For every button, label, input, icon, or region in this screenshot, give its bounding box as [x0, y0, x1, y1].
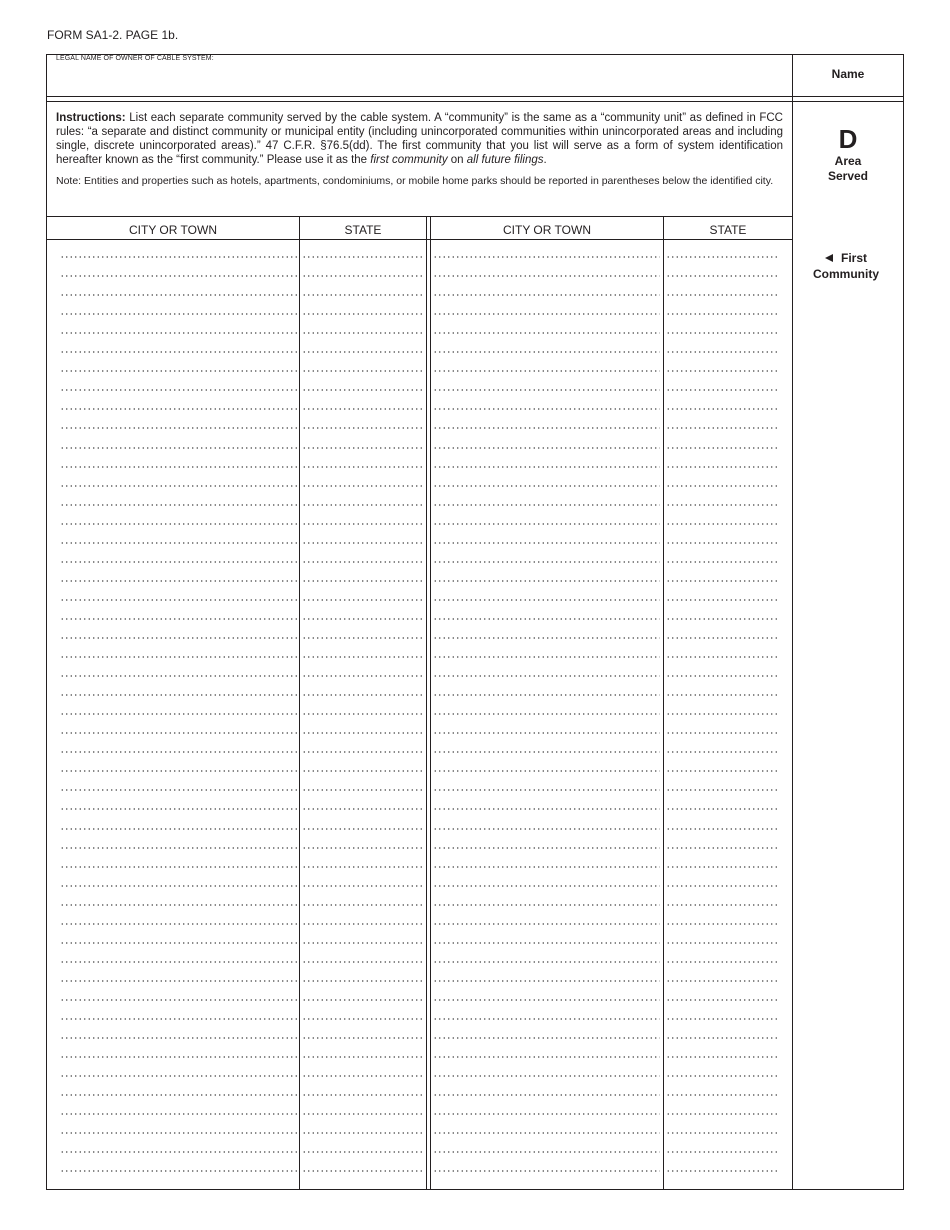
name-label: Name: [831, 67, 865, 81]
row-city-left-field[interactable]: [60, 808, 297, 810]
row-state-right-field[interactable]: [666, 1094, 778, 1096]
row-city-right-field[interactable]: [433, 294, 660, 296]
row-state-right-field[interactable]: [666, 656, 778, 658]
row-city-left-field[interactable]: [60, 694, 297, 696]
instructions-body-2: on: [447, 154, 467, 167]
row-state-right-field[interactable]: [666, 1170, 778, 1172]
row-city-right-field[interactable]: [433, 713, 660, 715]
row-state-right-field[interactable]: [666, 523, 778, 525]
name-block-bottom-rule: [46, 96, 904, 97]
legal-name-field[interactable]: [47, 64, 791, 95]
row-state-right-field[interactable]: [666, 694, 778, 696]
row-city-right-field[interactable]: [433, 351, 660, 353]
row-state-right-field[interactable]: [666, 1018, 778, 1020]
row-state-right-field[interactable]: [666, 408, 778, 410]
row-state-right-field[interactable]: [666, 999, 778, 1001]
row-state-left-field[interactable]: [302, 447, 424, 449]
row-state-right-field[interactable]: [666, 732, 778, 734]
row-city-right-field[interactable]: [433, 904, 660, 906]
row-city-right-field[interactable]: [433, 370, 660, 372]
row-state-right-field[interactable]: [666, 389, 778, 391]
row-state-left-field[interactable]: [302, 942, 424, 944]
row-state-left-field[interactable]: [302, 561, 424, 563]
header-right-state: STATE: [709, 223, 747, 237]
first-community-line2: Community: [813, 267, 879, 281]
row-state-left-field[interactable]: [302, 332, 424, 334]
row-state-left-field[interactable]: [302, 866, 424, 868]
row-city-left-field[interactable]: [60, 961, 297, 963]
row-city-left-field[interactable]: [60, 999, 297, 1001]
row-city-right-field[interactable]: [433, 866, 660, 868]
row-city-right-field[interactable]: [433, 618, 660, 620]
sidebar-divider: [792, 54, 793, 1190]
row-city-right-field[interactable]: [433, 1037, 660, 1039]
table-top-rule: [46, 216, 792, 217]
row-state-left-field[interactable]: [302, 751, 424, 753]
section-letter: D: [838, 124, 858, 154]
row-state-left-field[interactable]: [302, 466, 424, 468]
row-state-left-field[interactable]: [302, 923, 424, 925]
row-state-right-field[interactable]: [666, 904, 778, 906]
instructions-italic-1: first community: [370, 154, 448, 167]
first-community-marker: [800, 250, 892, 282]
row-state-right-field[interactable]: [666, 256, 778, 258]
row-state-right-field[interactable]: [666, 885, 778, 887]
row-state-right-field[interactable]: [666, 923, 778, 925]
section-title-line2: Served: [827, 169, 869, 183]
row-city-left-field[interactable]: [60, 351, 297, 353]
row-city-left-field[interactable]: [60, 466, 297, 468]
row-city-left-field[interactable]: [60, 313, 297, 315]
row-city-right-field[interactable]: [433, 1151, 660, 1153]
row-city-right-field[interactable]: [433, 847, 660, 849]
row-state-right-field[interactable]: [666, 675, 778, 677]
row-state-right-field[interactable]: [666, 713, 778, 715]
row-city-left-field[interactable]: [60, 447, 297, 449]
row-state-left-field[interactable]: [302, 980, 424, 982]
row-city-right-field[interactable]: [433, 466, 660, 468]
row-city-left-field[interactable]: [60, 332, 297, 334]
row-state-right-field[interactable]: [666, 1075, 778, 1077]
row-state-right-field[interactable]: [666, 1056, 778, 1058]
row-city-left-field[interactable]: [60, 561, 297, 563]
name-block-bottom-rule-2: [46, 101, 904, 102]
section-title: [793, 154, 903, 184]
row-city-left-field[interactable]: [60, 751, 297, 753]
row-state-right-field[interactable]: [666, 466, 778, 468]
row-state-left-field[interactable]: [302, 351, 424, 353]
row-state-right-field[interactable]: [666, 1113, 778, 1115]
row-city-left-field[interactable]: [60, 1056, 297, 1058]
row-state-right-field[interactable]: [666, 828, 778, 830]
row-city-left-field[interactable]: [60, 504, 297, 506]
row-state-left-field[interactable]: [302, 485, 424, 487]
row-state-left-field[interactable]: [302, 389, 424, 391]
row-city-left-field[interactable]: [60, 885, 297, 887]
row-city-left-field[interactable]: [60, 904, 297, 906]
row-city-left-field[interactable]: [60, 294, 297, 296]
row-city-right-field[interactable]: [433, 408, 660, 410]
row-state-right-field[interactable]: [666, 770, 778, 772]
row-city-left-field[interactable]: [60, 256, 297, 258]
row-city-right-field[interactable]: [433, 485, 660, 487]
row-city-right-field[interactable]: [433, 332, 660, 334]
table-header-rule: [46, 239, 792, 240]
row-state-right-field[interactable]: [666, 561, 778, 563]
instructions-italic-2: all future filings: [466, 154, 544, 167]
row-state-left-field[interactable]: [302, 408, 424, 410]
row-state-left-field[interactable]: [302, 523, 424, 525]
row-city-right-field[interactable]: [433, 675, 660, 677]
row-city-left-field[interactable]: [60, 847, 297, 849]
row-state-left-field[interactable]: [302, 1132, 424, 1134]
row-city-right-field[interactable]: [433, 789, 660, 791]
row-city-right-field[interactable]: [433, 1170, 660, 1172]
row-city-left-field[interactable]: [60, 942, 297, 944]
row-city-left-field[interactable]: [60, 1113, 297, 1115]
row-state-right-field[interactable]: [666, 1132, 778, 1134]
row-state-left-field[interactable]: [302, 637, 424, 639]
row-state-left-field[interactable]: [302, 885, 424, 887]
row-city-right-field[interactable]: [433, 1075, 660, 1077]
row-city-right-field[interactable]: [433, 1094, 660, 1096]
row-city-left-field[interactable]: [60, 1132, 297, 1134]
row-city-right-field[interactable]: [433, 637, 660, 639]
col-divider-2b: [430, 216, 431, 1190]
row-state-left-field[interactable]: [302, 1018, 424, 1020]
row-city-right-field[interactable]: [433, 580, 660, 582]
row-state-right-field[interactable]: [666, 351, 778, 353]
row-city-left-field[interactable]: [60, 637, 297, 639]
row-city-right-field[interactable]: [433, 389, 660, 391]
first-community-line1: First: [840, 251, 867, 265]
row-city-right-field[interactable]: [433, 1056, 660, 1058]
row-state-right-field[interactable]: [666, 1037, 778, 1039]
row-city-left-field[interactable]: [60, 408, 297, 410]
row-state-left-field[interactable]: [302, 1056, 424, 1058]
row-city-left-field[interactable]: [60, 618, 297, 620]
row-city-left-field[interactable]: [60, 1018, 297, 1020]
row-city-right-field[interactable]: [433, 427, 660, 429]
row-state-left-field[interactable]: [302, 828, 424, 830]
row-city-right-field[interactable]: [433, 599, 660, 601]
row-city-left-field[interactable]: [60, 713, 297, 715]
row-state-left-field[interactable]: [302, 294, 424, 296]
row-city-right-field[interactable]: [433, 999, 660, 1001]
row-state-left-field[interactable]: [302, 675, 424, 677]
row-city-left-field[interactable]: [60, 656, 297, 658]
row-city-right-field[interactable]: [433, 313, 660, 315]
row-city-right-field[interactable]: [433, 980, 660, 982]
row-state-right-field[interactable]: [666, 542, 778, 544]
instructions-note: Note: Entities and properties such as hotels, apartments, condominiums, or mobile home parks should be reported in parentheses below the identified city.: [56, 175, 774, 187]
row-city-right-field[interactable]: [433, 885, 660, 887]
row-city-right-field[interactable]: [433, 828, 660, 830]
row-city-left-field[interactable]: [60, 1170, 297, 1172]
row-state-left-field[interactable]: [302, 713, 424, 715]
row-state-right-field[interactable]: [666, 751, 778, 753]
row-city-left-field[interactable]: [60, 732, 297, 734]
row-state-right-field[interactable]: [666, 808, 778, 810]
row-city-left-field[interactable]: [60, 828, 297, 830]
row-state-right-field[interactable]: [666, 847, 778, 849]
row-city-right-field[interactable]: [433, 751, 660, 753]
row-state-right-field[interactable]: [666, 294, 778, 296]
row-city-left-field[interactable]: [60, 1151, 297, 1153]
row-state-left-field[interactable]: [302, 580, 424, 582]
row-state-left-field[interactable]: [302, 1094, 424, 1096]
row-state-left-field[interactable]: [302, 1075, 424, 1077]
row-state-left-field[interactable]: [302, 275, 424, 277]
row-city-right-field[interactable]: [433, 523, 660, 525]
col-divider-3: [663, 216, 664, 1190]
row-city-right-field[interactable]: [433, 561, 660, 563]
row-state-left-field[interactable]: [302, 256, 424, 258]
legal-name-label: LEGAL NAME OF OWNER OF CABLE SYSTEM:: [56, 55, 214, 62]
row-state-left-field[interactable]: [302, 370, 424, 372]
row-city-right-field[interactable]: [433, 1113, 660, 1115]
row-city-left-field[interactable]: [60, 923, 297, 925]
row-state-right-field[interactable]: [666, 942, 778, 944]
row-city-left-field[interactable]: [60, 980, 297, 982]
left-arrow-icon: [825, 254, 833, 262]
row-state-left-field[interactable]: [302, 961, 424, 963]
row-state-right-field[interactable]: [666, 599, 778, 601]
row-state-left-field[interactable]: [302, 732, 424, 734]
row-state-left-field[interactable]: [302, 313, 424, 315]
col-divider-1: [299, 216, 300, 1190]
row-city-left-field[interactable]: [60, 389, 297, 391]
row-state-right-field[interactable]: [666, 866, 778, 868]
row-city-right-field[interactable]: [433, 770, 660, 772]
row-city-left-field[interactable]: [60, 1075, 297, 1077]
row-city-left-field[interactable]: [60, 770, 297, 772]
row-state-right-field[interactable]: [666, 1151, 778, 1153]
row-city-left-field[interactable]: [60, 427, 297, 429]
row-state-right-field[interactable]: [666, 332, 778, 334]
row-city-left-field[interactable]: [60, 675, 297, 677]
row-city-left-field[interactable]: [60, 275, 297, 277]
row-city-left-field[interactable]: [60, 542, 297, 544]
instructions-body-3: .: [543, 154, 547, 167]
row-city-left-field[interactable]: [60, 599, 297, 601]
row-state-right-field[interactable]: [666, 275, 778, 277]
row-city-right-field[interactable]: [433, 504, 660, 506]
row-state-left-field[interactable]: [302, 999, 424, 1001]
row-city-right-field[interactable]: [433, 923, 660, 925]
row-city-left-field[interactable]: [60, 523, 297, 525]
row-city-right-field[interactable]: [433, 256, 660, 258]
row-city-right-field[interactable]: [433, 1132, 660, 1134]
row-state-right-field[interactable]: [666, 580, 778, 582]
form-id: FORM SA1-2. PAGE 1b.: [47, 28, 179, 42]
instructions-lead: Instructions:: [56, 112, 126, 124]
row-city-left-field[interactable]: [60, 580, 297, 582]
col-divider-2a: [426, 216, 427, 1190]
row-state-left-field[interactable]: [302, 847, 424, 849]
row-city-right-field[interactable]: [433, 808, 660, 810]
row-state-left-field[interactable]: [302, 504, 424, 506]
row-city-left-field[interactable]: [60, 1037, 297, 1039]
row-state-right-field[interactable]: [666, 447, 778, 449]
row-city-left-field[interactable]: [60, 370, 297, 372]
header-left-city: CITY OR TOWN: [128, 223, 217, 237]
header-left-state: STATE: [344, 223, 382, 237]
row-city-right-field[interactable]: [433, 961, 660, 963]
row-state-left-field[interactable]: [302, 808, 424, 810]
section-title-line1: Area: [834, 154, 862, 168]
row-state-right-field[interactable]: [666, 370, 778, 372]
row-state-right-field[interactable]: [666, 980, 778, 982]
row-state-left-field[interactable]: [302, 542, 424, 544]
row-city-right-field[interactable]: [433, 1018, 660, 1020]
row-state-right-field[interactable]: [666, 618, 778, 620]
row-state-left-field[interactable]: [302, 1151, 424, 1153]
row-state-left-field[interactable]: [302, 694, 424, 696]
row-state-left-field[interactable]: [302, 656, 424, 658]
row-state-left-field[interactable]: [302, 1037, 424, 1039]
header-right-city: CITY OR TOWN: [502, 223, 591, 237]
row-city-right-field[interactable]: [433, 694, 660, 696]
row-state-left-field[interactable]: [302, 770, 424, 772]
row-city-left-field[interactable]: [60, 789, 297, 791]
instructions-body-1: List each separate community served by the cable system. A “community” is the same as a “community unit” as defined in FCC rules: “a separate and distinct community or municipal entity (including unincorporated communities within unincorporated areas and including single, discrete unincorporated areas).” 47 C.F.R. §76.5(dd). The first community that you list will serve as a form of system identification hereafter known as the “first community.” Please use it as the: [56, 112, 783, 167]
row-state-left-field[interactable]: [302, 789, 424, 791]
row-state-left-field[interactable]: [302, 427, 424, 429]
row-state-right-field[interactable]: [666, 427, 778, 429]
row-state-right-field[interactable]: [666, 313, 778, 315]
instructions-text: [56, 111, 783, 167]
row-city-left-field[interactable]: [60, 1094, 297, 1096]
row-city-right-field[interactable]: [433, 656, 660, 658]
row-city-right-field[interactable]: [433, 275, 660, 277]
row-state-left-field[interactable]: [302, 1170, 424, 1172]
row-state-right-field[interactable]: [666, 789, 778, 791]
row-state-left-field[interactable]: [302, 618, 424, 620]
row-state-right-field[interactable]: [666, 485, 778, 487]
row-city-left-field[interactable]: [60, 485, 297, 487]
row-city-right-field[interactable]: [433, 732, 660, 734]
row-state-right-field[interactable]: [666, 637, 778, 639]
row-city-right-field[interactable]: [433, 942, 660, 944]
row-city-right-field[interactable]: [433, 447, 660, 449]
row-city-right-field[interactable]: [433, 542, 660, 544]
row-state-right-field[interactable]: [666, 961, 778, 963]
row-state-right-field[interactable]: [666, 504, 778, 506]
row-state-left-field[interactable]: [302, 1113, 424, 1115]
row-state-left-field[interactable]: [302, 599, 424, 601]
row-state-left-field[interactable]: [302, 904, 424, 906]
row-city-left-field[interactable]: [60, 866, 297, 868]
